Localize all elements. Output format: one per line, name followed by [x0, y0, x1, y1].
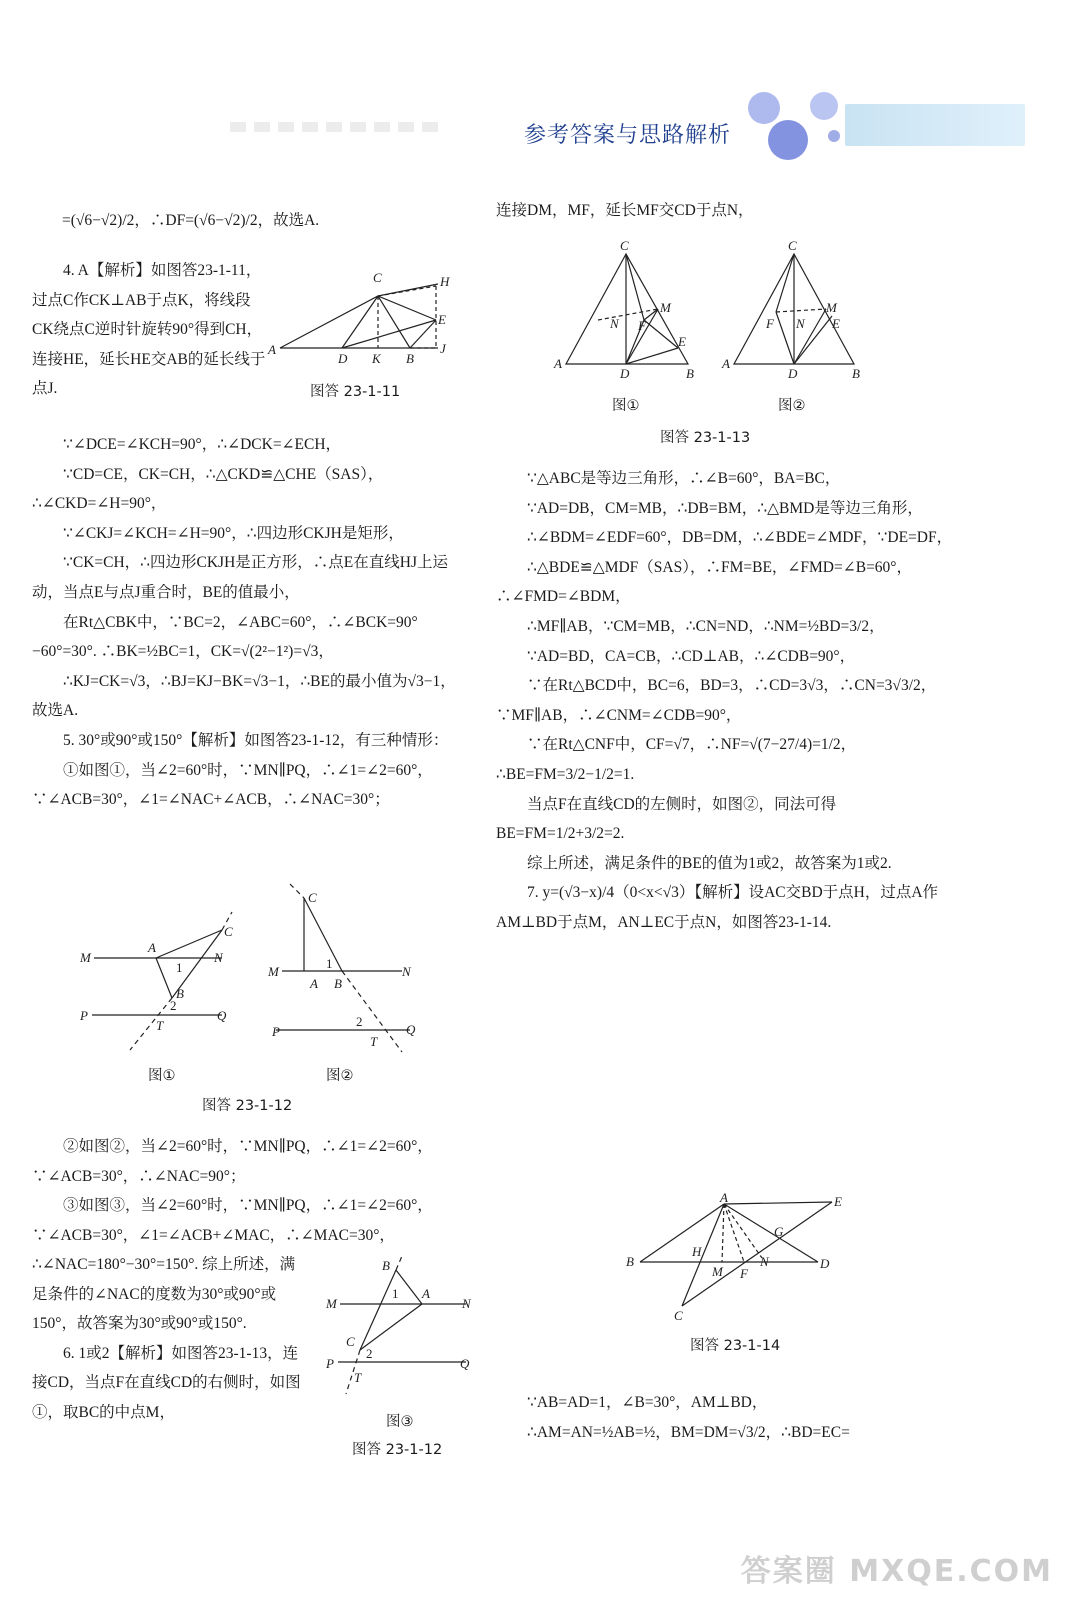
svg-text:N: N: [402, 964, 411, 979]
svg-text:H: H: [692, 1244, 702, 1259]
svg-text:E: E: [834, 1194, 842, 1209]
svg-text:1: 1: [176, 960, 183, 975]
svg-text:E: E: [832, 316, 840, 331]
svg-text:E: E: [678, 334, 686, 349]
svg-text:M: M: [660, 300, 671, 315]
right-line: ∴△BDE≌△MDF（SAS），∴FM=BE，∠FMD=∠B=60°，∴∠FMD=∠BDM，: [496, 558, 913, 606]
figure-23-1-13-a: [548, 236, 708, 386]
caption-23-1-12-c: 图答 23-1-12: [352, 1442, 443, 1458]
svg-text:N: N: [214, 950, 223, 965]
svg-text:T: T: [156, 1018, 164, 1033]
left-line: ∴∠NAC=180°−30°=150°. 综上所述，满足条件的∠NAC的度数为30°或90°或150°，故答案为30°或90°或150°.: [32, 1256, 296, 1333]
svg-text:B: B: [852, 366, 860, 381]
svg-text:A: A: [720, 1192, 728, 1205]
svg-text:A: A: [268, 342, 276, 357]
page-title: 参考答案与思路解析: [524, 123, 732, 148]
svg-text:K: K: [372, 351, 381, 366]
right-line: 综上所述，满足条件的BE的值为1或2，故答案为1或2.: [527, 854, 892, 872]
left-line: ②如图②，当∠2=60°时，∵MN∥PQ，∴∠1=∠2=60°，∵∠ACB=30°，∴∠NAC=90°；: [32, 1138, 433, 1185]
svg-text:C: C: [346, 1334, 355, 1349]
right-problem-7: 7. y=(√3−x)/4（0<x<√3）【解析】设AC交BD于点H，过点A作AM⊥BD于点M，AN⊥EC于点N，如图答23-1-14.: [496, 884, 939, 931]
svg-text:2: 2: [170, 998, 177, 1013]
left-line: ∵CK=CH，∴四边形CKJH是正方形，∴点E在直线HJ上运动，当点E与点J重合时，BE的值最小，: [32, 554, 448, 601]
svg-text:N: N: [462, 1296, 471, 1311]
svg-text:P: P: [272, 1024, 280, 1039]
caption-23-1-13: 图答 23-1-13: [660, 430, 751, 446]
svg-text:B: B: [176, 986, 184, 1001]
svg-text:1: 1: [326, 956, 333, 971]
svg-text:H: H: [440, 274, 450, 289]
right-line: ∵在Rt△CNF中，CF=√7，∴NF=√(7−27/4)=1/2，: [527, 736, 857, 754]
svg-text:A: A: [148, 940, 156, 955]
figure-23-1-11: [260, 266, 460, 376]
svg-text:A: A: [722, 356, 730, 371]
left-line: ③如图③，当∠2=60°时，∵MN∥PQ，∴∠1=∠2=60°，∵∠ACB=30°，∠1=∠ACB+∠MAC，∴∠MAC=30°，: [32, 1197, 433, 1244]
caption-fig-3: 图③: [386, 1414, 414, 1430]
svg-text:Q: Q: [406, 1022, 416, 1037]
svg-text:P: P: [80, 1008, 88, 1023]
left-line: ∵∠CKJ=∠KCH=∠H=90°，∴四边形CKJH是矩形，: [63, 524, 404, 542]
svg-text:M: M: [326, 1296, 337, 1311]
svg-text:C: C: [788, 238, 797, 253]
svg-text:M: M: [268, 964, 279, 979]
svg-text:D: D: [620, 366, 630, 381]
figure-23-1-13-b: [720, 236, 880, 386]
caption-fig-2: 图②: [778, 398, 806, 414]
svg-text:B: B: [686, 366, 694, 381]
left-line: ∴KJ=CK=√3，∴BJ=KJ−BK=√3−1，∴BE的最小值为√3−1，故选A.: [32, 672, 456, 720]
left-line: ∴∠CKD=∠H=90°，: [32, 495, 167, 513]
right-line: 当点F在直线CD的左侧时，如图②，同法可得BE=FM=1/2+3/2=2.: [496, 795, 837, 843]
right-line-1: 连接DM，MF，延长MF交CD于点N，: [496, 202, 754, 219]
caption-fig-1: 图①: [148, 1068, 176, 1084]
svg-text:N: N: [796, 316, 805, 331]
left-line: ∵CD=CE，CK=CH，∴△CKD≌△CHE（SAS），: [63, 465, 384, 483]
left-line: 在Rt△CBK中，∵BC=2，∠ABC=60°，∴∠BCK=90°−60°=30°. ∴BK=½BC=1，CK=√(2²−1²)=√3，: [32, 613, 418, 661]
left-line-1: =(√6−√2)/2，∴DF=(√6−√2)/2，故选A.: [62, 212, 320, 229]
svg-text:C: C: [674, 1308, 683, 1322]
header-decoration: [230, 122, 440, 132]
svg-text:Q: Q: [460, 1356, 470, 1371]
right-line: ∵AD=BD，CA=CB，∴CD⊥AB，∴∠CDB=90°，: [527, 647, 856, 665]
svg-text:A: A: [310, 976, 318, 991]
figure-23-1-14: [622, 1192, 862, 1322]
svg-text:F: F: [766, 316, 774, 331]
svg-text:M: M: [80, 950, 91, 965]
caption-23-1-12: 图答 23-1-12: [202, 1098, 293, 1114]
right-line: ∵AB=AD=1，∠B=30°，AM⊥BD，: [527, 1394, 768, 1411]
svg-text:B: B: [406, 351, 414, 366]
svg-text:A: A: [422, 1286, 430, 1301]
svg-text:E: E: [438, 312, 446, 327]
right-line: ∴MF∥AB，∵CM=MB，∴CN=ND，∴NM=½BD=3/2，: [527, 617, 885, 635]
right-line: ∴AM=AN=½AB=½，BM=DM=√3/2，∴BD=EC=: [527, 1423, 850, 1441]
svg-text:Q: Q: [217, 1008, 227, 1023]
figure-23-1-12-b: [262, 880, 437, 1055]
svg-text:C: C: [224, 924, 233, 939]
figure-23-1-12-a: [72, 890, 252, 1055]
svg-text:J: J: [440, 341, 446, 356]
svg-text:F: F: [740, 1266, 748, 1281]
caption-fig-2: 图②: [326, 1068, 354, 1084]
svg-text:N: N: [760, 1254, 769, 1269]
svg-text:1: 1: [392, 1286, 399, 1301]
right-line: ∵△ABC是等边三角形，∴∠B=60°，BA=BC，: [527, 470, 841, 487]
right-line: ∴BE=FM=3/2−1/2=1.: [496, 765, 635, 783]
left-line: ∵∠DCE=∠KCH=90°，∴∠DCK=∠ECH，: [63, 436, 342, 453]
svg-text:M: M: [712, 1264, 723, 1279]
caption-fig-1: 图①: [612, 398, 640, 414]
right-line: ∵在Rt△BCD中，BC=6，BD=3，∴CD=3√3，∴CN=3√3/2，∵MF∥AB，∴∠CNM=∠CDB=90°，: [496, 677, 937, 724]
svg-text:N: N: [610, 316, 619, 331]
left-problem-5: 5. 30°或90°或150°【解析】如图答23-1-12，有三种情形：: [63, 731, 449, 749]
svg-text:D: D: [338, 351, 348, 366]
svg-text:P: P: [326, 1356, 334, 1371]
header-band: [845, 104, 1025, 146]
left-line: ①如图①，当∠2=60°时，∵MN∥PQ，∴∠1=∠2=60°，∵∠ACB=30°，∠1=∠NAC+∠ACB，∴∠NAC=30°；: [32, 761, 433, 809]
svg-text:M: M: [826, 300, 837, 315]
svg-text:T: T: [370, 1034, 378, 1049]
svg-text:C: C: [620, 238, 629, 253]
right-line: ∴∠BDM=∠EDF=60°，DB=DM，∴∠BDE=∠MDF，∵DE=DF，: [527, 529, 953, 547]
svg-text:T: T: [354, 1370, 362, 1385]
svg-text:B: B: [382, 1258, 390, 1273]
svg-text:F: F: [638, 318, 646, 333]
right-line: ∵AD=DB，CM=MB，∴DB=BM，∴△BMD是等边三角形，: [527, 499, 923, 517]
svg-text:2: 2: [366, 1346, 373, 1361]
left-problem-6: 6. 1或2【解析】如图答23-1-13，连接CD，当点F在直线CD的右侧时，如图①，取BC的中点M，: [32, 1344, 301, 1421]
svg-text:B: B: [626, 1254, 634, 1269]
svg-text:G: G: [774, 1224, 784, 1239]
svg-text:C: C: [373, 270, 382, 285]
caption-23-1-14: 图答 23-1-14: [690, 1338, 781, 1354]
caption-23-1-11: 图答 23-1-11: [310, 384, 401, 400]
bubble-decoration: [740, 88, 850, 168]
watermark: 答案圈 MXQE.COM: [740, 1554, 1053, 1589]
svg-text:D: D: [820, 1256, 830, 1271]
svg-text:C: C: [308, 890, 317, 905]
svg-text:2: 2: [356, 1014, 363, 1029]
svg-text:D: D: [788, 366, 798, 381]
figure-23-1-12-c: [316, 1250, 486, 1400]
svg-text:B: B: [334, 976, 342, 991]
svg-text:A: A: [554, 356, 562, 371]
left-problem-4: 4. A【解析】如图答23-1-11，过点C作CK⊥AB于点K，将线段CK绕点C逆时针旋转90°得到CH，连接HE，延长HE交AB的延长线于点J.: [32, 262, 266, 398]
